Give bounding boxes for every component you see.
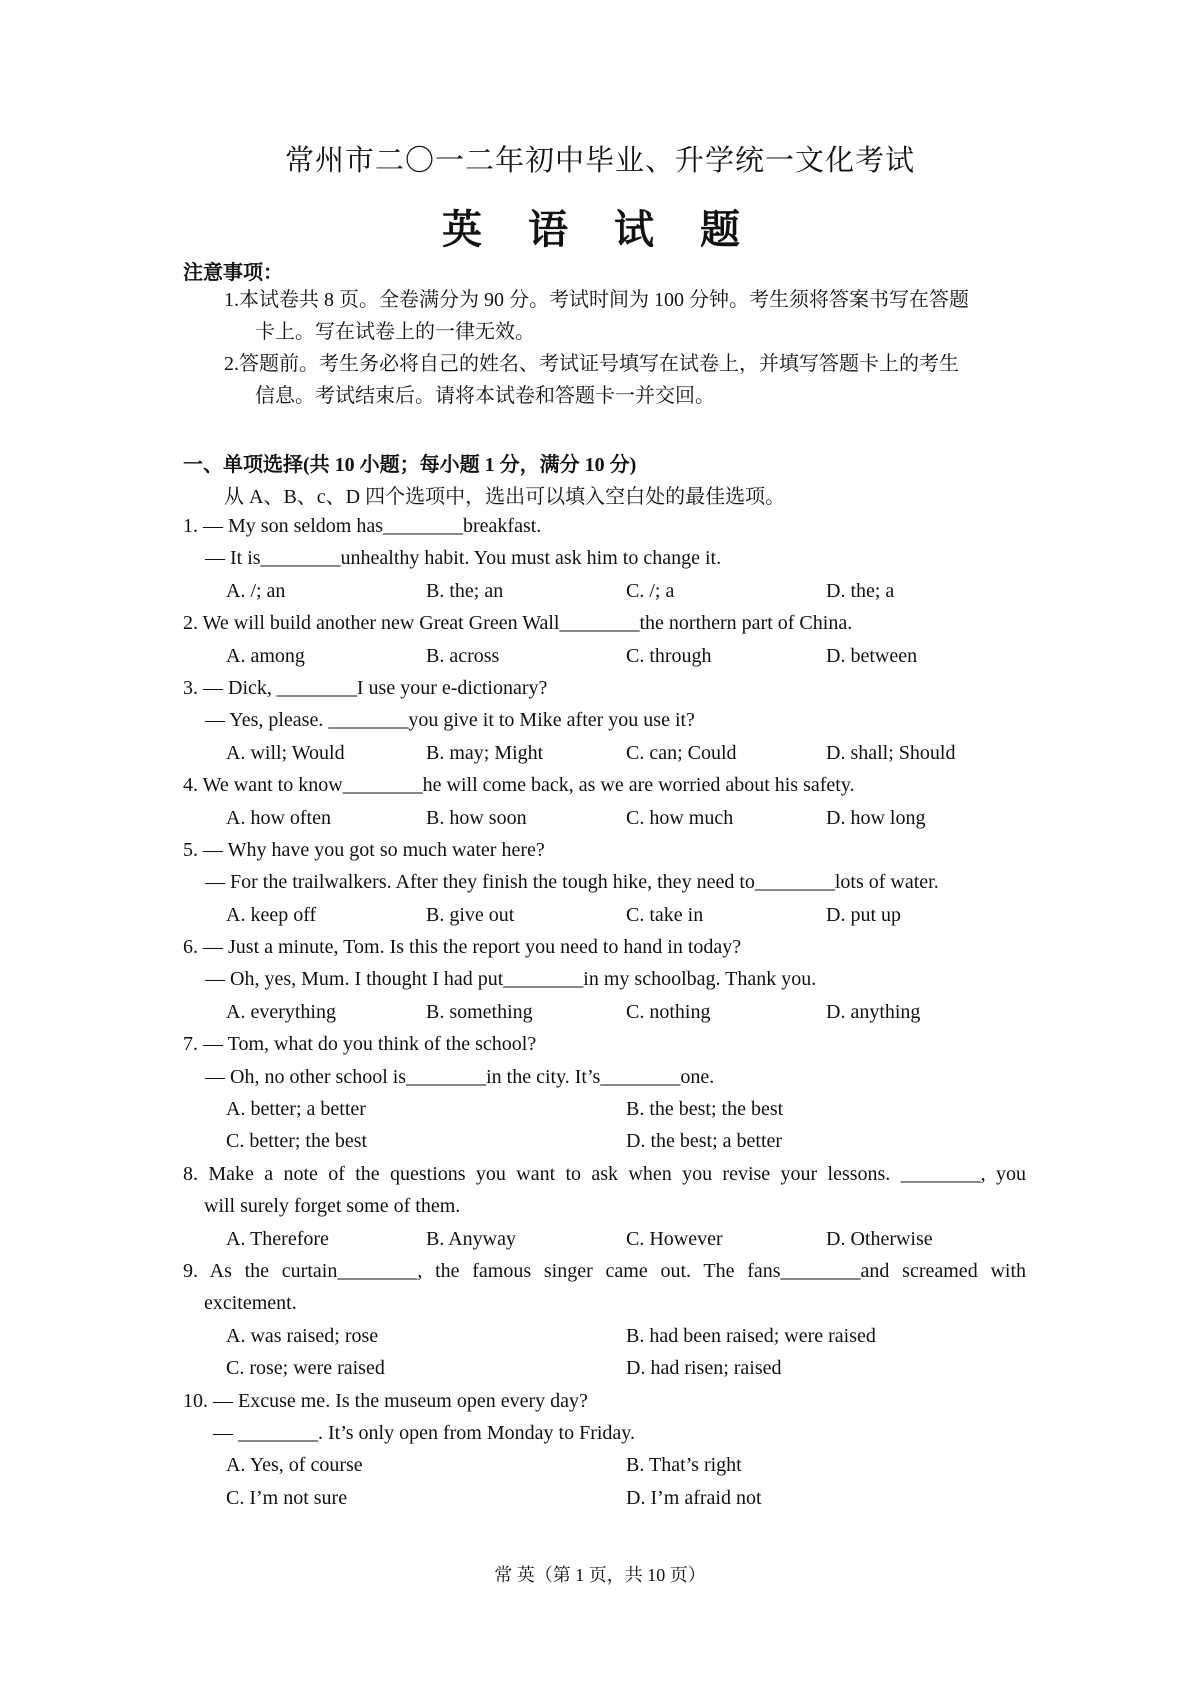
option-row: [183, 1449, 1026, 1481]
notice-line: 信息。考试结束后。请将本试卷和答题卡一并交回。: [255, 385, 715, 407]
option-d: D. shall; Should: [826, 741, 956, 764]
question-text: — For the trailwalkers. After they finish the tough hike, they need to________lots of water.: [205, 871, 939, 894]
option-row: [183, 1320, 1026, 1352]
option-row: [183, 737, 1026, 769]
option-c: C. /; a: [626, 579, 675, 602]
page-footer: 常 英（第 1 页，共 10 页）: [494, 1565, 706, 1585]
question-3: [183, 672, 1026, 769]
question-text: 7. — Tom, what do you think of the school?: [183, 1033, 537, 1056]
question-text: — Yes, please. ________you give it to Mike after you use it?: [205, 709, 695, 732]
notice-line: 2.答题前。考生务必将自己的姓名、考试证号填写在试卷上，并填写答题卡上的考生: [224, 353, 959, 375]
exam-title: 常州市二〇一二年初中毕业、升学统一文化考试: [284, 145, 915, 177]
question-text: 4. We want to know________he will come back, as we are worried about his safety.: [183, 774, 855, 797]
option-d: D. I’m afraid not: [626, 1486, 762, 1509]
option-a: A. everything: [226, 1000, 336, 1023]
notice-line: 1.本试卷共 8 页。全卷满分为 90 分。考试时间为 100 分钟。考生须将答案书写在答题: [224, 289, 969, 311]
question-8: [183, 1158, 1026, 1255]
question-2: [183, 607, 1026, 672]
notice-item-1: [224, 284, 1026, 348]
option-c: C. take in: [626, 903, 704, 926]
option-d: D. anything: [826, 1000, 921, 1023]
question-text: 2. We will build another new Great Green Wall________the northern part of China.: [183, 612, 853, 635]
option-c: C. how much: [626, 806, 734, 829]
option-a: A. better; a better: [226, 1098, 366, 1121]
question-text: — Oh, no other school is________in the city. It’s________one.: [205, 1065, 715, 1088]
option-row: [183, 1352, 1026, 1384]
option-a: A. will; Would: [226, 741, 345, 764]
section-instruction: 从 A、B、c、D 四个选项中，选出可以填入空白处的最佳选项。: [224, 486, 786, 508]
option-a: A. Therefore: [226, 1227, 329, 1250]
option-a: A. how often: [226, 806, 331, 829]
option-b: B. give out: [426, 903, 515, 926]
question-5: [183, 834, 1026, 931]
option-b: B. That’s right: [626, 1454, 742, 1477]
option-c: C. nothing: [626, 1000, 711, 1023]
option-d: D. how long: [826, 806, 926, 829]
option-row: [183, 640, 1026, 672]
question-10: [183, 1385, 1026, 1515]
question-text: 3. — Dick, ________I use your e-dictionary?: [183, 676, 548, 699]
question-text: — It is________unhealthy habit. You must ask him to change it.: [205, 547, 722, 570]
option-d: D. between: [826, 644, 918, 667]
section-heading: 一、单项选择(共 10 小题；每小题 1 分，满分 10 分): [183, 454, 637, 476]
option-b: B. Anyway: [426, 1227, 516, 1250]
question-text: 5. — Why have you got so much water here?: [183, 838, 545, 861]
question-text: will surely forget some of them.: [204, 1195, 461, 1218]
option-a: A. keep off: [226, 903, 317, 926]
option-a: A. Yes, of course: [226, 1454, 363, 1477]
question-text: 6. — Just a minute, Tom. Is this the report you need to hand in today?: [183, 936, 742, 959]
option-b: B. had been raised; were raised: [626, 1324, 876, 1347]
option-c: C. I’m not sure: [226, 1486, 348, 1509]
question-text: 8. Make a note of the questions you want to ask when you revise your lessons. ________, you: [183, 1162, 1026, 1185]
option-row: [183, 802, 1026, 834]
question-4: [183, 769, 1026, 834]
option-b: B. how soon: [426, 806, 527, 829]
option-b: B. across: [426, 644, 500, 667]
option-d: D. the best; a better: [626, 1130, 783, 1153]
option-a: A. /; an: [226, 579, 286, 602]
option-row: [183, 575, 1026, 607]
notice-item-2: [224, 348, 1026, 412]
question-text: — Oh, yes, Mum. I thought I had put________in my schoolbag. Thank you.: [205, 968, 817, 991]
question-text: excitement.: [204, 1292, 297, 1315]
option-row: [183, 996, 1026, 1028]
option-d: D. Otherwise: [826, 1227, 933, 1250]
option-c: C. can; Could: [626, 741, 737, 764]
option-b: B. the; an: [426, 579, 504, 602]
question-6: [183, 931, 1026, 1028]
option-c: C. through: [626, 644, 712, 667]
option-c: C. However: [626, 1227, 723, 1250]
option-row: [183, 1223, 1026, 1255]
option-a: A. among: [226, 644, 305, 667]
option-b: B. the best; the best: [626, 1098, 784, 1121]
question-7: [183, 1028, 1026, 1158]
option-d: D. the; a: [826, 579, 895, 602]
option-d: D. put up: [826, 903, 901, 926]
question-1: [183, 510, 1026, 607]
option-row: [183, 1482, 1026, 1514]
notice-list: [224, 284, 1026, 412]
option-b: B. something: [426, 1000, 533, 1023]
option-c: C. rose; were raised: [226, 1357, 385, 1380]
notice-line: 卡上。写在试卷上的一律无效。: [255, 321, 535, 343]
notice-heading: 注意事项：: [183, 262, 283, 284]
question-9: [183, 1255, 1026, 1385]
option-row: [183, 1093, 1026, 1125]
option-a: A. was raised; rose: [226, 1324, 379, 1347]
subject-title: 英 语 试 题: [442, 207, 758, 252]
question-text: 1. — My son seldom has________breakfast.: [183, 515, 542, 537]
option-row: [183, 1125, 1026, 1157]
question-text: — ________. It’s only open from Monday to Friday.: [213, 1421, 636, 1444]
option-row: [183, 899, 1026, 931]
question-text: 10. — Excuse me. Is the museum open every day?: [183, 1389, 588, 1412]
option-b: B. may; Might: [426, 741, 544, 764]
question-list: [183, 510, 1026, 1514]
question-text: 9. As the curtain________, the famous singer came out. The fans________and screamed with: [183, 1259, 1026, 1282]
option-d: D. had risen; raised: [626, 1357, 782, 1380]
option-c: C. better; the best: [226, 1130, 368, 1153]
